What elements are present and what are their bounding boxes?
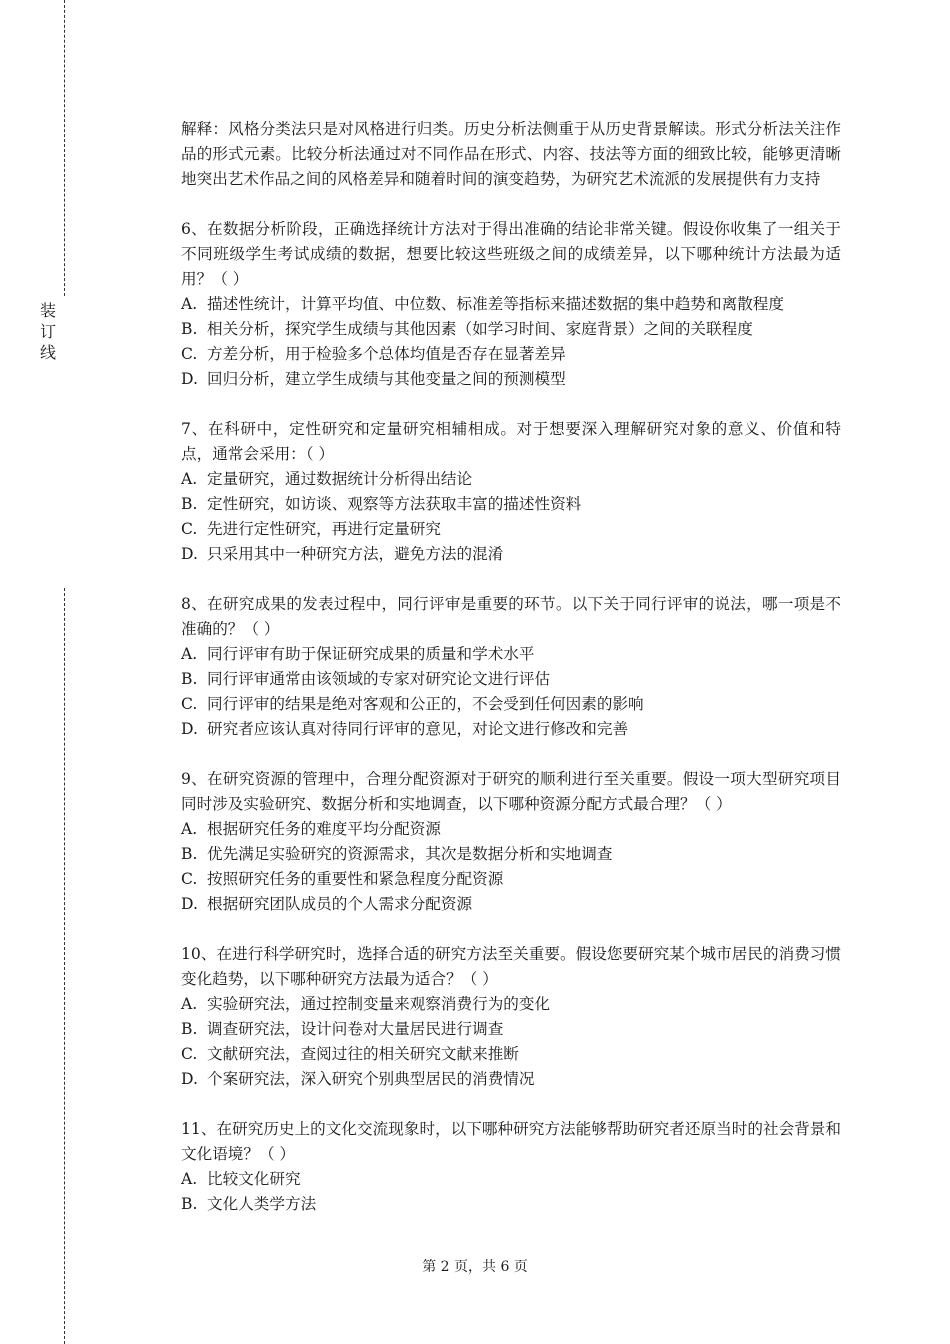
option-letter: C.	[181, 1045, 198, 1063]
binding-dashed-line-top	[64, 0, 65, 296]
question-stem: 7、在科研中，定性研究和定量研究相辅相成。对于想要深入理解研究对象的意义、价值和特点，通常会采用：（ ）	[181, 420, 841, 463]
option-c	[181, 692, 841, 717]
option-letter: B.	[181, 670, 198, 688]
option-b	[181, 667, 841, 692]
option-c	[181, 867, 841, 892]
page-number-footer: 第 2 页，共 6 页	[422, 1259, 528, 1275]
option-text: 先进行定性研究，再进行定量研究	[207, 520, 441, 538]
option-letter: A.	[181, 645, 198, 663]
option-text: 调查研究法，设计问卷对大量居民进行调查	[207, 1020, 504, 1038]
option-text: 个案研究法，深入研究个别典型居民的消费情况	[207, 1070, 535, 1088]
option-letter: C.	[181, 870, 198, 888]
question-9	[181, 767, 841, 917]
option-c	[181, 517, 841, 542]
explanation-paragraph: 解释：风格分类法只是对风格进行归类。历史分析法侧重于从历史背景解读。形式分析法关注作品的形式元素。比较分析法通过对不同作品在形式、内容、技法等方面的细致比较，能够更清晰地突出艺术作品之间的风格差异和随着时间的演变趋势，为研究艺术流派的发展提供有力支持	[181, 120, 841, 188]
option-letter: D.	[181, 895, 198, 913]
option-b	[181, 842, 841, 867]
option-a	[181, 992, 841, 1017]
option-a	[181, 292, 841, 317]
question-10	[181, 942, 841, 1092]
option-text: 方差分析，用于检验多个总体均值是否存在显著差异	[207, 345, 566, 363]
option-letter: A.	[181, 820, 198, 838]
option-text: 相关分析，探究学生成绩与其他因素（如学习时间、家庭背景）之间的关联程度	[207, 320, 753, 338]
question-8	[181, 592, 841, 742]
question-stem: 6、在数据分析阶段，正确选择统计方法对于得出准确的结论非常关键。假设你收集了一组关于不同班级学生考试成绩的数据，想要比较这些班级之间的成绩差异，以下哪种统计方法最为适用？（ ）	[181, 220, 841, 288]
option-text: 定量研究，通过数据统计分析得出结论	[207, 470, 473, 488]
option-text: 优先满足实验研究的资源需求，其次是数据分析和实地调查	[207, 845, 613, 863]
question-stem: 10、在进行科学研究时，选择合适的研究方法至关重要。假设您要研究某个城市居民的消费习惯变化趋势，以下哪种研究方法最为适合？（ ）	[181, 945, 841, 988]
option-letter: A.	[181, 1170, 198, 1188]
binding-label	[38, 300, 58, 363]
option-b	[181, 1017, 841, 1042]
option-text: 同行评审的结果是绝对客观和公正的，不会受到任何因素的影响	[207, 695, 644, 713]
binding-char: 订	[39, 322, 56, 341]
option-a	[181, 642, 841, 667]
option-text: 文献研究法，查阅过往的相关研究文献来推断	[207, 1045, 519, 1063]
option-text: 文化人类学方法	[207, 1195, 317, 1213]
option-text: 研究者应该认真对待同行评审的意见，对论文进行修改和完善	[207, 720, 629, 738]
option-text: 描述性统计，计算平均值、中位数、标准差等指标来描述数据的集中趋势和离散程度	[207, 295, 784, 313]
option-b	[181, 317, 841, 342]
option-text: 比较文化研究	[207, 1170, 301, 1188]
option-letter: D.	[181, 370, 198, 388]
option-letter: D.	[181, 545, 198, 563]
option-letter: B.	[181, 845, 198, 863]
option-a	[181, 1167, 841, 1192]
binding-dashed-line-bottom	[64, 588, 65, 1344]
option-letter: B.	[181, 1195, 198, 1213]
option-letter: C.	[181, 520, 198, 538]
option-d	[181, 1067, 841, 1092]
option-text: 定性研究，如访谈、观察等方法获取丰富的描述性资料	[207, 495, 582, 513]
binding-char: 线	[39, 343, 56, 362]
option-letter: D.	[181, 1070, 198, 1088]
option-d	[181, 892, 841, 917]
option-letter: C.	[181, 345, 198, 363]
option-text: 只采用其中一种研究方法，避免方法的混淆	[207, 545, 504, 563]
option-letter: A.	[181, 470, 198, 488]
question-stem: 9、在研究资源的管理中，合理分配资源对于研究的顺利进行至关重要。假设一项大型研究项目同时涉及实验研究、数据分析和实地调查，以下哪种资源分配方式最合理？（ ）	[181, 770, 841, 813]
option-a	[181, 817, 841, 842]
question-11	[181, 1117, 841, 1217]
option-c	[181, 342, 841, 367]
option-d	[181, 542, 841, 567]
option-letter: B.	[181, 320, 198, 338]
question-stem: 11、在研究历史上的文化交流现象时，以下哪种研究方法能够帮助研究者还原当时的社会背景和文化语境？（ ）	[181, 1120, 841, 1163]
option-c	[181, 1042, 841, 1067]
page-content	[181, 117, 841, 1217]
option-letter: B.	[181, 1020, 198, 1038]
option-text: 同行评审有助于保证研究成果的质量和学术水平	[207, 645, 535, 663]
option-text: 同行评审通常由该领域的专家对研究论文进行评估	[207, 670, 551, 688]
option-text: 实验研究法，通过控制变量来观察消费行为的变化	[207, 995, 551, 1013]
question-6	[181, 217, 841, 392]
option-text: 回归分析，建立学生成绩与其他变量之间的预测模型	[207, 370, 566, 388]
option-text: 根据研究团队成员的个人需求分配资源	[207, 895, 473, 913]
option-letter: D.	[181, 720, 198, 738]
option-letter: C.	[181, 695, 198, 713]
option-letter: B.	[181, 495, 198, 513]
option-b	[181, 1192, 841, 1217]
option-b	[181, 492, 841, 517]
option-text: 按照研究任务的重要性和紧急程度分配资源	[207, 870, 504, 888]
option-a	[181, 467, 841, 492]
question-7	[181, 417, 841, 567]
option-letter: A.	[181, 295, 198, 313]
option-d	[181, 367, 841, 392]
option-text: 根据研究任务的难度平均分配资源	[207, 820, 441, 838]
option-letter: A.	[181, 995, 198, 1013]
option-d	[181, 717, 841, 742]
binding-char: 装	[39, 301, 56, 320]
question-stem: 8、在研究成果的发表过程中，同行评审是重要的环节。以下关于同行评审的说法，哪一项是不准确的？（ ）	[181, 595, 841, 638]
